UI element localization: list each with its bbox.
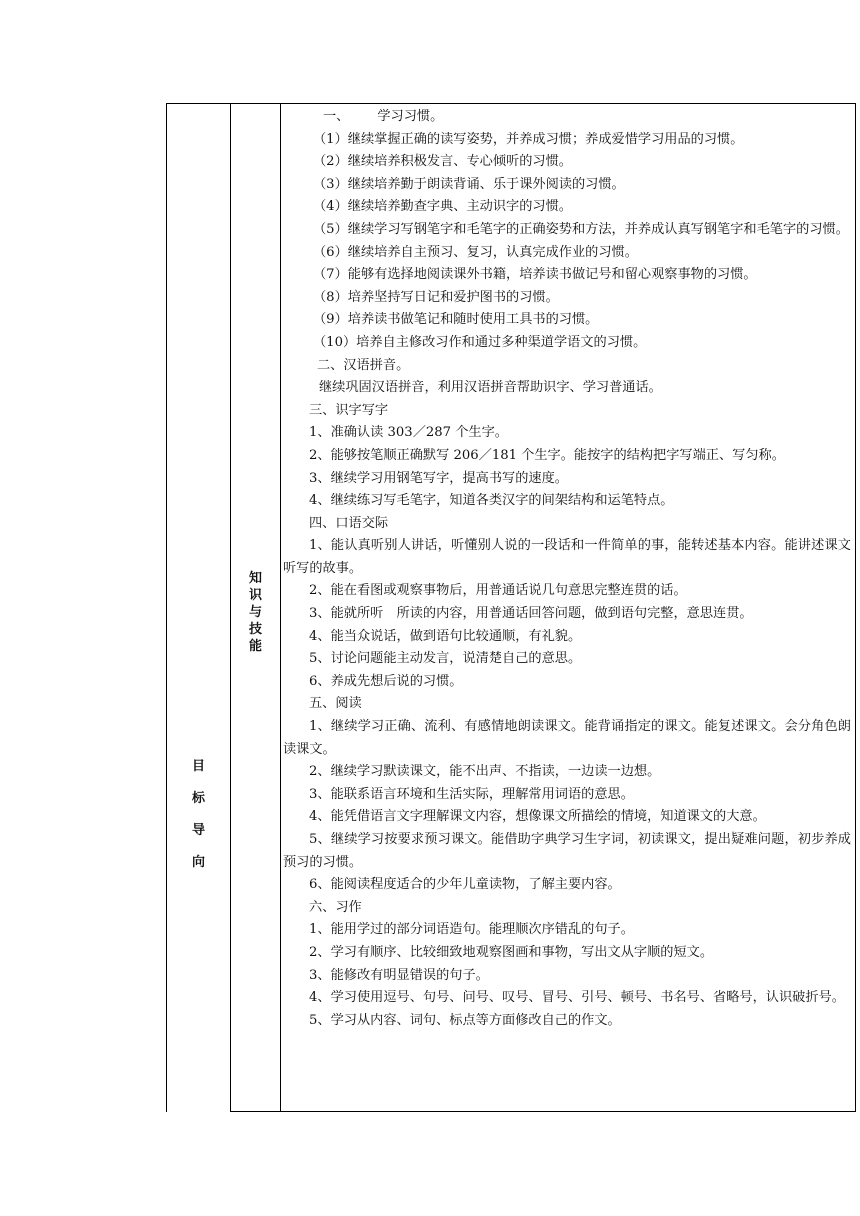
label-char: 标 bbox=[191, 791, 205, 806]
list-item: 5、继续学习按要求预习课文。能借助字典学习生字词，初读课文，提出疑难问题，初步养成预习的习惯。 bbox=[283, 832, 851, 870]
list-item: （6）继续培养自主预习、复习，认真完成作业的习惯。 bbox=[313, 244, 638, 260]
list-item: 5、学习从内容、词句、标点等方面修改自己的作文。 bbox=[309, 1012, 621, 1028]
list-item: （10）培养自主修改习作和通过多种渠道学语文的习惯。 bbox=[313, 334, 647, 350]
section-heading: 六、习作 bbox=[309, 899, 362, 915]
section-heading: 二、汉语拼音。 bbox=[317, 357, 410, 373]
list-item: 2、能在看图或观察事物后，用普通话说几句意思完整连贯的话。 bbox=[309, 583, 687, 599]
list-item: 2、学习有顺序、比较细致地观察图画和事物，写出文从字顺的短文。 bbox=[309, 944, 714, 960]
list-item: 3、能修改有明显错误的句子。 bbox=[309, 967, 489, 983]
list-item: 3、能联系语言环境和生活实际，理解常用词语的意思。 bbox=[309, 786, 634, 802]
list-item: 继续巩固汉语拼音，利用汉语拼音帮助识字、学习普通话。 bbox=[319, 380, 662, 396]
list-item: 4、继续练习写毛笔字，知道各类汉字的间架结构和运笔特点。 bbox=[309, 493, 674, 509]
label-char: 技 bbox=[248, 622, 262, 637]
knowledge-skills-column bbox=[231, 104, 281, 1112]
content-cell bbox=[281, 104, 855, 1112]
content-text bbox=[281, 104, 855, 1032]
list-item: （3）继续培养勤于朗读背诵、乐于课外阅读的习惯。 bbox=[313, 176, 625, 192]
label-char: 能 bbox=[248, 639, 262, 654]
label-char: 知 bbox=[248, 571, 262, 586]
goal-orientation-label bbox=[167, 759, 230, 887]
label-char: 目 bbox=[191, 759, 205, 774]
list-item: 3、继续学习用钢笔写字，提高书写的速度。 bbox=[309, 470, 568, 486]
goal-table bbox=[166, 103, 856, 1112]
list-item: （7）能够有选择地阅读课外书籍，培养读书做记号和留心观察事物的习惯。 bbox=[313, 267, 757, 283]
list-item: 4、能凭借语言文字理解课文内容，想像课文所描绘的情境，知道课文的大意。 bbox=[309, 809, 766, 825]
list-item: （5）继续学习写钢笔字和毛笔字的正确姿势和方法，并养成认真写钢笔字和毛笔字的习惯。 bbox=[313, 221, 849, 237]
section-heading: 三、识字写字 bbox=[309, 402, 389, 418]
list-item: 6、养成先想后说的习惯。 bbox=[309, 673, 463, 689]
list-item: 1、能认真听别人讲话，听懂别人说的一段话和一件简单的事，能转述基本内容。能讲述课文听写的故事。 bbox=[283, 538, 851, 576]
goal-orientation-column bbox=[167, 104, 231, 1112]
list-item: 1、准确认读 303／287 个生字。 bbox=[309, 425, 508, 441]
list-item: 5、讨论问题能主动发言，说清楚自己的意思。 bbox=[309, 651, 582, 667]
list-item: 2、能够按笔顺正确默写 206／181 个生字。能按字的结构把字写端正、写匀称。 bbox=[309, 447, 785, 463]
list-item: 4、能当众说话，做到语句比较通顺，有礼貌。 bbox=[309, 628, 582, 644]
label-char: 与 bbox=[248, 605, 262, 620]
list-item: 1、继续学习正确、流利、有感情地朗读课文。能背诵指定的课文。能复述课文。会分角色朗读课文。 bbox=[283, 719, 851, 757]
list-item: 4、学习使用逗号、句号、问号、叹号、冒号、引号、顿号、书名号、省略号，认识破折号。 bbox=[309, 990, 845, 1006]
list-item: 6、能阅读程度适合的少年儿童读物，了解主要内容。 bbox=[309, 877, 621, 893]
knowledge-skills-label bbox=[231, 570, 280, 655]
list-item: （2）继续培养积极发言、专心倾听的习惯。 bbox=[313, 154, 572, 170]
list-item: 1、能用学过的部分词语造句。能理顺次序错乱的句子。 bbox=[309, 922, 634, 938]
list-item: （4）继续培养勤查字典、主动识字的习惯。 bbox=[313, 199, 572, 215]
list-item: （8）培养坚持写日记和爱护图书的习惯。 bbox=[313, 289, 559, 305]
list-item: 3、能就所听 所读的内容，用普通话回答问题，做到语句完整，意思连贯。 bbox=[309, 606, 753, 622]
label-char: 向 bbox=[191, 855, 205, 870]
list-item: （1）继续掌握正确的读写姿势，并养成习惯；养成爱惜学习用品的习惯。 bbox=[313, 131, 744, 147]
section-heading: 五、阅读 bbox=[309, 696, 362, 712]
section-heading: 一、 学习习惯。 bbox=[323, 109, 444, 124]
section-heading: 四、口语交际 bbox=[309, 515, 389, 531]
label-char: 导 bbox=[191, 823, 205, 838]
label-char: 识 bbox=[248, 588, 262, 603]
list-item: 2、继续学习默读课文，能不出声、不指读，一边读一边想。 bbox=[309, 764, 661, 780]
list-item: （9）培养读书做笔记和随时使用工具书的习惯。 bbox=[313, 312, 599, 328]
